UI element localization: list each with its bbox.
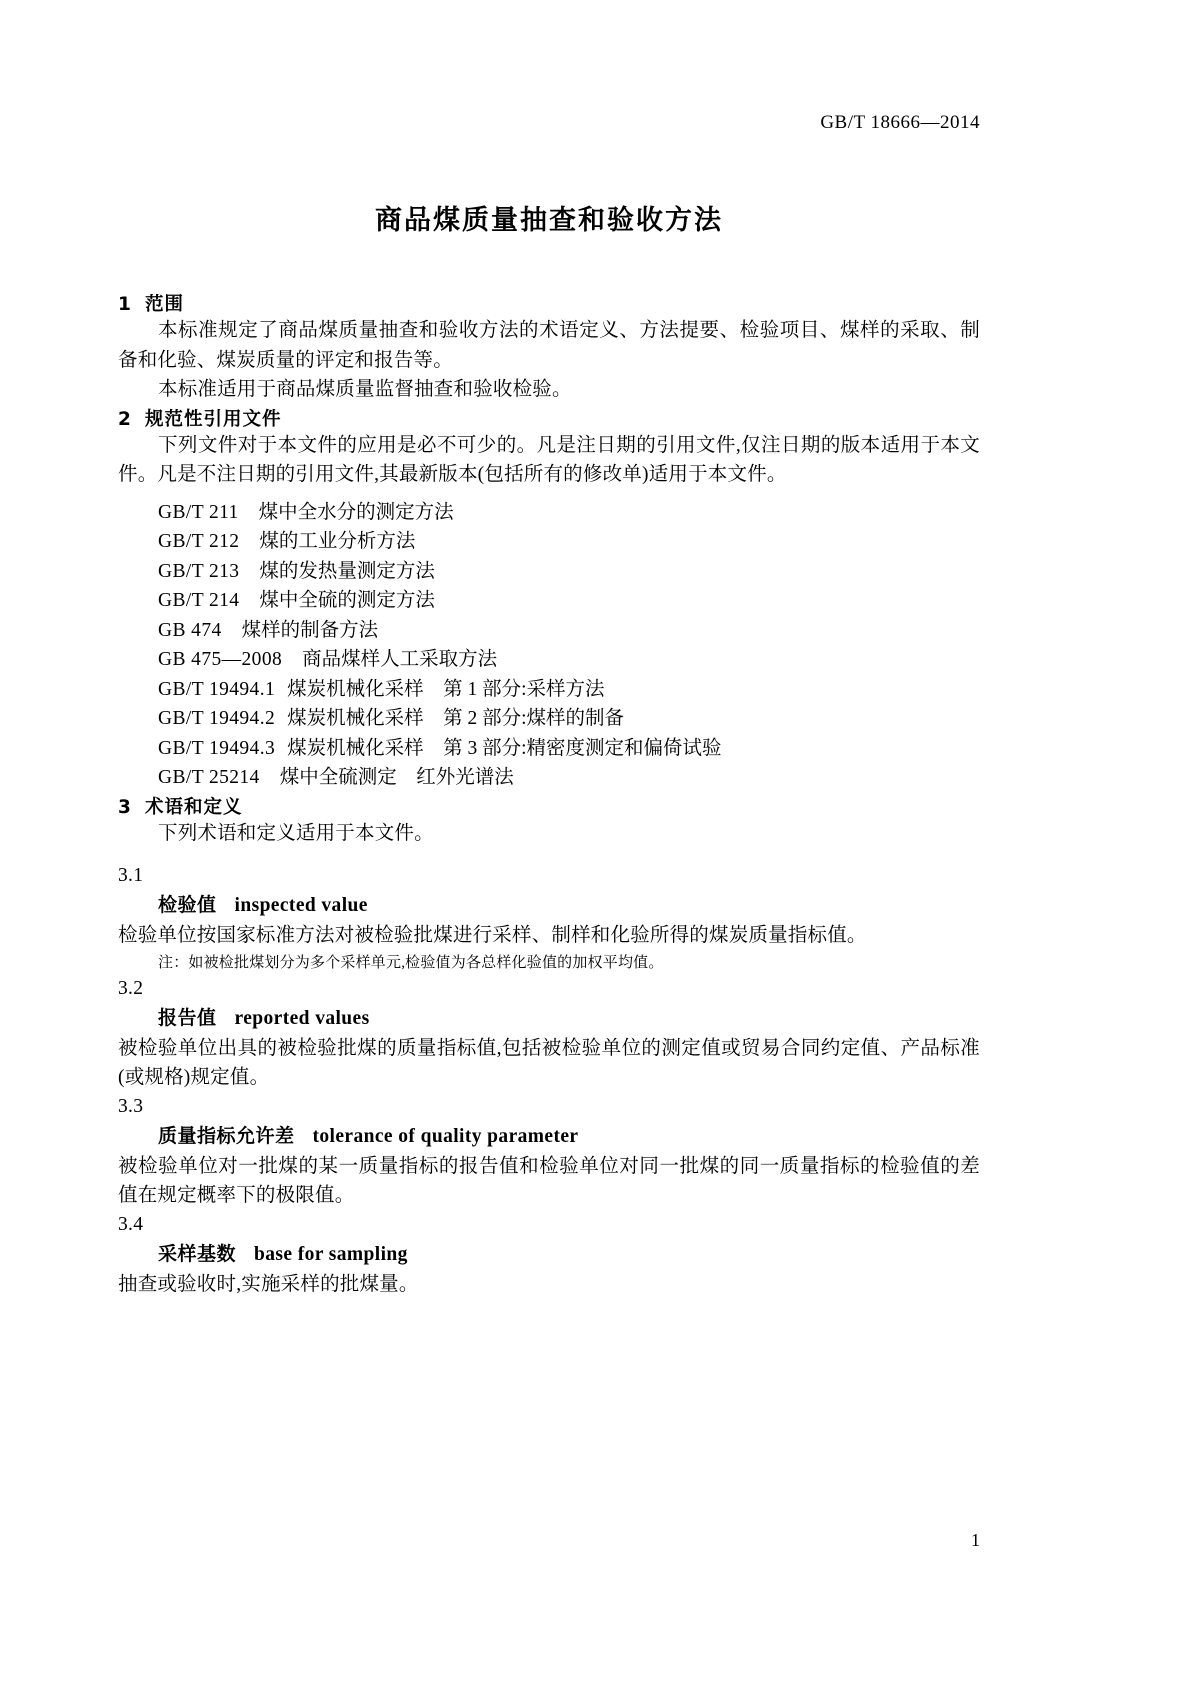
term-heading: [118, 1003, 980, 1034]
reference-name: 煤样的制备方法: [241, 619, 379, 641]
reference-code: GB/T 211: [158, 501, 239, 523]
normative-references-list: [118, 498, 980, 793]
reference-item: [118, 498, 980, 528]
reference-name: 煤中全硫测定 红外光谱法: [279, 767, 514, 788]
reference-code: GB 474: [158, 619, 222, 641]
reference-code: GB 475—2008: [158, 649, 283, 670]
section-title-1: 范围: [145, 294, 185, 315]
term-name-en: tolerance of quality parameter: [312, 1125, 579, 1147]
section-1-paragraph-1: 本标准规定了商品煤质量抽查和验收方法的术语定义、方法提要、检验项目、煤样的采取、制备和化验、煤炭质量的评定和报告等。: [118, 320, 980, 371]
section-heading-3: [118, 793, 980, 819]
term-name-cn: 质量指标允许差: [158, 1124, 295, 1147]
section-2-paragraph-1: 下列文件对于本文件的应用是必不可少的。凡是注日期的引用文件,仅注日期的版本适用于本文件。凡是不注日期的引用文件,其最新版本(包括所有的修改单)适用于本文件。: [118, 434, 980, 485]
term-heading: [118, 1121, 980, 1152]
reference-item: [118, 675, 980, 705]
term-number: 3.2: [118, 977, 144, 999]
term-name-en: reported values: [234, 1007, 370, 1029]
reference-name: 煤炭机械化采样 第 3 部分:精密度测定和偏倚试验: [287, 737, 722, 759]
reference-code: GB/T 212: [158, 531, 240, 552]
reference-item: [118, 616, 980, 646]
standard-code-header: GB/T 18666—2014: [820, 112, 980, 133]
reference-name: 商品煤样人工采取方法: [302, 649, 498, 670]
reference-code: GB/T 214: [158, 590, 240, 611]
reference-name: 煤炭机械化采样 第 1 部分:采样方法: [287, 678, 605, 700]
reference-item: [118, 645, 980, 675]
reference-code: GB/T 25214: [158, 767, 260, 788]
reference-item: [118, 734, 980, 764]
reference-item: [118, 586, 980, 616]
section-title-3: 术语和定义: [145, 796, 243, 818]
term-name-cn: 采样基数: [158, 1242, 237, 1265]
reference-code: GB/T 213: [158, 560, 240, 582]
section-title-2: 规范性引用文件: [145, 408, 282, 430]
term-definition: 被检验单位出具的被检验批煤的质量指标值,包括被检验单位的测定值或贸易合同约定值、产品标准(或规格)规定值。: [118, 1037, 980, 1088]
reference-code: GB/T 19494.2: [158, 708, 276, 729]
term-name-en: base for sampling: [254, 1243, 408, 1265]
reference-name: 煤的发热量测定方法: [259, 560, 435, 582]
term-name-en: inspected value: [234, 895, 368, 916]
section-3-paragraph-1: 下列术语和定义适用于本文件。: [158, 822, 434, 844]
term-number: 3.4: [118, 1213, 144, 1235]
term-heading: [118, 890, 980, 921]
term-note: 注：如被检批煤划分为多个采样单元,检验值为各总样化验值的加权平均值。: [158, 954, 664, 971]
section-1-paragraph-2: 本标准适用于商品煤质量监督抽查和验收检验。: [158, 379, 572, 400]
reference-item: [118, 704, 980, 734]
reference-name: 煤中全水分的测定方法: [258, 501, 454, 523]
reference-code: GB/T 19494.3: [158, 737, 276, 759]
reference-name: 煤中全硫的测定方法: [259, 590, 435, 611]
term-heading: [118, 1239, 980, 1270]
reference-name: 煤的工业分析方法: [259, 531, 416, 552]
section-heading-1: [118, 290, 980, 316]
term-definition: 抽查或验收时,实施采样的批煤量。: [118, 1273, 419, 1295]
document-body: [118, 290, 980, 1299]
reference-name: 煤炭机械化采样 第 2 部分:煤样的制备: [287, 708, 625, 729]
reference-item: [118, 557, 980, 587]
section-heading-2: [118, 405, 980, 431]
page-number: 1: [971, 1530, 980, 1550]
term-number: 3.3: [118, 1095, 144, 1117]
reference-item: [118, 763, 980, 793]
section-number-1: 1: [118, 294, 132, 315]
section-number-3: 3: [118, 796, 132, 818]
reference-item: [118, 527, 980, 557]
term-definition: 检验单位按国家标准方法对被检验批煤进行采样、制样和化验所得的煤炭质量指标值。: [118, 925, 867, 946]
page-title: 商品煤质量抽查和验收方法: [375, 205, 723, 236]
term-name-cn: 检验值: [158, 894, 217, 916]
section-number-2: 2: [118, 408, 132, 430]
term-number: 3.1: [118, 865, 144, 886]
term-name-cn: 报告值: [158, 1006, 217, 1029]
term-definition: 被检验单位对一批煤的某一质量指标的报告值和检验单位对同一批煤的同一质量指标的检验值的差值在规定概率下的极限值。: [118, 1155, 980, 1206]
reference-code: GB/T 19494.1: [158, 678, 276, 700]
